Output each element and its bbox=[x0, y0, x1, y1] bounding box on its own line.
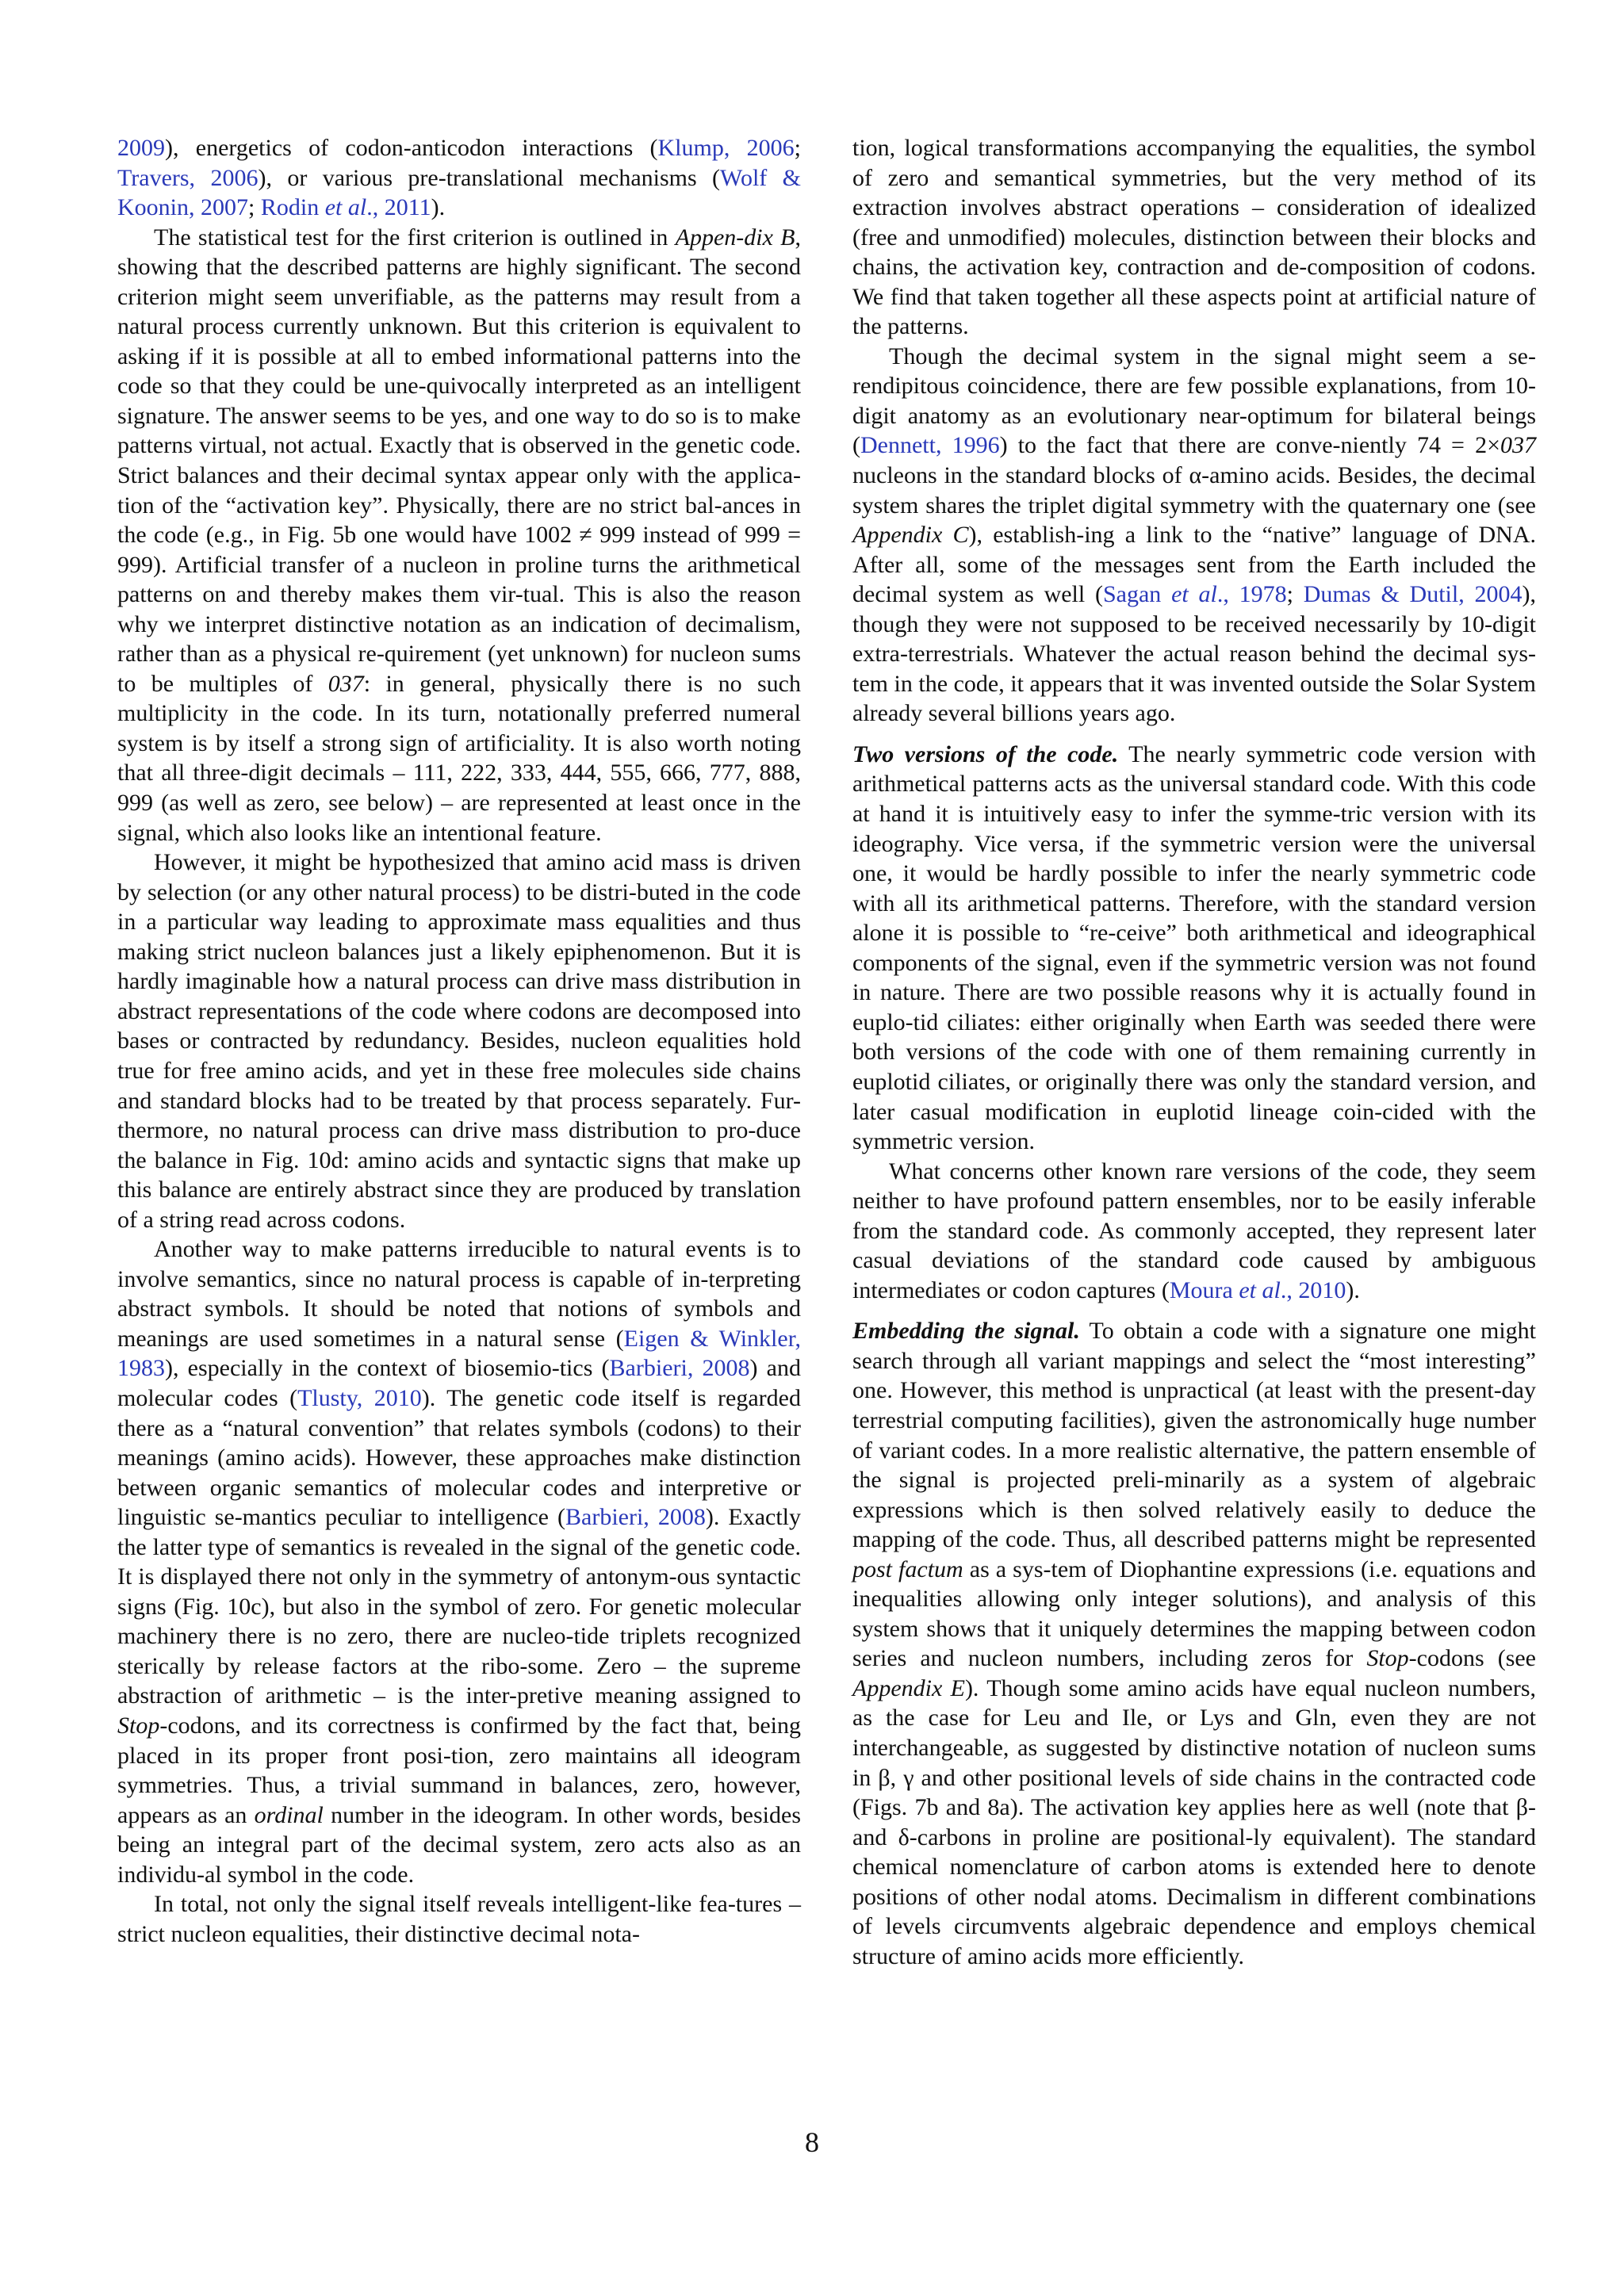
citation-link[interactable]: Sagan et al., 1978 bbox=[1102, 581, 1287, 608]
citation-link[interactable]: Barbieri, 2008 bbox=[609, 1355, 750, 1382]
left-column bbox=[117, 133, 801, 1949]
paragraph: 2009), energetics of codon-anticodon interactions (Klump, 2006; Travers, 2006), or various pre-translational mechanisms (Wolf & Koonin, 2007; Rodin et al., 2011). bbox=[117, 135, 802, 221]
citation-link[interactable]: 2009 bbox=[117, 135, 165, 161]
page-number: 8 bbox=[805, 2126, 819, 2158]
citation-link[interactable]: Moura et al., 2010 bbox=[1169, 1276, 1346, 1303]
citation-link[interactable]: Wolf & Koonin, 2007 bbox=[117, 164, 802, 221]
citation-link[interactable]: Eigen & Winkler, 1983 bbox=[117, 1325, 801, 1382]
citation-link[interactable]: Barbieri, 2008 bbox=[565, 1504, 706, 1531]
paragraph: The statistical test for the first criterion is outlined in Appen-dix B, showing that the described patterns are highly significant. The second criterion might seem unverifiable, as the patterns may result from a natural process currently unknown. But this criterion is equivalent to asking if it is possible at all to embed informational patterns into the code so that they could be une-quivocally interpreted as an intelligent signature. The answer seems to be yes, and one way to do so is to make patterns virtual, not actual. Exactly that is observed in the genetic code. Strict balances and their decimal syntax appear only with the applica-tion of the “activation key”. Physically, there are no strict bal-ances in the code (e.g., in Fig. 5b one would have 1002 ≠ 999 instead of 999 = 999). Artificial transfer of a nucleon in proline turns the arithmetical patterns on and thereby makes them vir-tual. This is also the reason why we interpret distinctive notation as an indication of decimalism, rather than as a physical re-quirement (yet unknown) for nucleon sums to be multiples of 037: in general, physically there is no such multiplicity in the code. In its turn, notationally preferred numeral system is by itself a strong sign of artificiality. It is also worth noting that all three-digit decimals – 111, 222, 333, 444, 555, 666, 777, 888, 999 (as well as zero, see below) – are represented at least once in the signal, which also looks like an intentional feature. bbox=[117, 224, 802, 846]
citation-link[interactable]: Dennett, 1996 bbox=[860, 432, 1000, 459]
paragraph: Though the decimal system in the signal might seem a se-rendipitous coincidence, there are few possible explanations, from 10-digit anatomy as an evolutionary near-optimum for bilateral beings (Dennett, 1996) to the fact that there are conve-niently 74 = 2×037 nucleons in the standard blocks of α-amino acids. Besides, the decimal system shares the triplet digital symmetry with the quaternary one (see Appendix C), establish-ing a link to the “native” language of DNA. After all, some of the messages sent from the Earth included the decimal system as well (Sagan et al., 1978; Dumas & Dutil, 2004), though they were not supposed to be received necessarily by 10-digit extra-terrestrials. Whatever the actual reason behind the decimal sys-tem in the code, it appears that it was invented outside the Solar System already several billions years ago. bbox=[852, 342, 1537, 727]
citation-link[interactable]: Tlusty, 2010 bbox=[297, 1384, 422, 1411]
paragraph: Another way to make patterns irreducible to natural events is to involve semantics, since no natural process is capable of in-terpreting abstract symbols. It should be noted that notions of symbols and meanings are used sometimes in a natural sense (Eigen & Winkler, 1983), especially in the context of biosemio-tics (Barbieri, 2008) and molecular codes (Tlusty, 2010). The genetic code itself is regarded there as a “natural convention” that relates symbols (codons) to their meanings (amino acids). However, these approaches make distinction between organic semantics of molecular codes and interpretive or linguistic se-mantics peculiar to intelligence (Barbieri, 2008). Exactly the latter type of semantics is revealed in the signal of the genetic code. It is displayed there not only in the symmetry of antonym-ous syntactic signs (Fig. 10c), but also in the symbol of zero. For genetic molecular machinery there is no zero, there are nucleo-tide triplets recognized sterically by release factors at the ribo-some. Zero – the supreme abstraction of arithmetic – is the inter-pretive meaning assigned to Stop-codons, and its correctness is confirmed by the fact that, being placed in its proper front posi-tion, zero maintains all ideogram symmetries. Thus, a trivial summand in balances, zero, however, appears as an ordinal number in the ideogram. In other words, besides being an integral part of the decimal system, zero acts also as an individu-al symbol in the code. bbox=[117, 1236, 801, 1888]
citation-link[interactable]: Rodin et al., 2011 bbox=[260, 194, 431, 221]
section-heading: Two versions of the code. bbox=[852, 740, 1119, 767]
section-two-versions: Two versions of the code. The nearly symmetric code version with arithmetical patterns acts as the universal standard code. With this code at hand it is intuitively easy to infer the symme-tric version with its ideography. Vice versa, if the symmetric version were the universal one, it would be hardly possible to infer the nearly symmetric code with all its arithmetical patterns. Therefore, with the standard version alone it is possible to “re-ceive” both arithmetical and ideographical components of the signal, even if the symmetric version was not found in nature. There are two possible reasons why it is actually found in euplo-tid ciliates: either originally when Earth was seeded there were both versions of the code with one of them remaining currently in euplotid ciliates, or originally there was only the standard version, and later casual modification in euplotid lineage coin-cided with the symmetric version. bbox=[852, 740, 1536, 1155]
citation-link[interactable]: Dumas & Dutil, 2004 bbox=[1303, 581, 1522, 608]
paragraph: What concerns other known rare versions of the code, they seem neither to have profound pattern ensembles, nor to be easily inferable from the standard code. As commonly accepted, they represent later casual deviations of the standard code caused by ambiguous intermediates or codon captures (Moura et al., 2010). bbox=[852, 1158, 1536, 1303]
citation-link[interactable]: Travers, 2006 bbox=[117, 164, 259, 191]
citation-link[interactable]: Klump, 2006 bbox=[657, 135, 795, 161]
paragraph: However, it might be hypothesized that amino acid mass is driven by selection (or any other natural process) to be distri-buted in the code in a particular way leading to approximate mass equalities and thus making strict nucleon balances just a likely epiphenomenon. But it is hardly imaginable how a natural process can drive mass distribution in abstract representations of the code where codons are decomposed into bases or contracted by redundancy. Besides, nucleon equalities hold true for free amino acids, and yet in these free molecules side chains and standard blocks had to be treated by that process separately. Fur-thermore, no natural process can drive mass distribution to pro-duce the balance in Fig. 10d: amino acids and syntactic signs that make up this balance are entirely abstract since they are produced by translation of a string read across codons. bbox=[117, 849, 801, 1233]
section-embedding: Embedding the signal. To obtain a code with a signature one might search through all variant mappings and select the “most interesting” one. However, this method is unpractical (at least with the present-day terrestrial computing facilities), given the astronomically huge number of variant codes. In a more realistic alternative, the pattern ensemble of the signal is projected preli-minarily as a system of algebraic expressions which is then solved relatively easily to deduce the mapping of the code. Thus, all described patterns might be represented post factum as a sys-tem of Diophantine expressions (i.e. equations and inequalities allowing only integer solutions), and analysis of this system shows that it uniquely determines the mapping between codon series and nucleon numbers, including zeros for Stop-codons (see Appendix E). Though some amino acids have equal nucleon numbers, as the case for Leu and Ile, or Lys and Gln, even they are not interchangeable, as suggested by distinctive notation of nucleon sums in β, γ and other positional levels of side chains in the contracted code (Figs. 7b and 8a). The activation key applies here as well (note that β- and δ-carbons in proline are positional-ly equivalent). The standard chemical nomenclature of carbon atoms is extended here to denote positions of other nodal atoms. Decimalism in different combinations of levels circumvents algebraic dependence and employs chemical structure of amino acids more efficiently. bbox=[852, 1318, 1536, 1969]
paragraph: In total, not only the signal itself reveals intelligent-like fea-tures – strict nucleon equalities, their distinctive decimal nota- bbox=[117, 1891, 801, 1947]
right-column bbox=[852, 133, 1536, 1971]
section-heading: Embedding the signal. bbox=[852, 1318, 1080, 1345]
paragraph: tion, logical transformations accompanying the equalities, the symbol of zero and semantical symmetries, but the very method of its extraction involves abstract operations – consideration of idealized (free and unmodified) molecules, distinction between their blocks and chains, the activation key, contraction and de-composition of codons. We find that taken together all these aspects point at artificial nature of the patterns. bbox=[852, 135, 1536, 340]
